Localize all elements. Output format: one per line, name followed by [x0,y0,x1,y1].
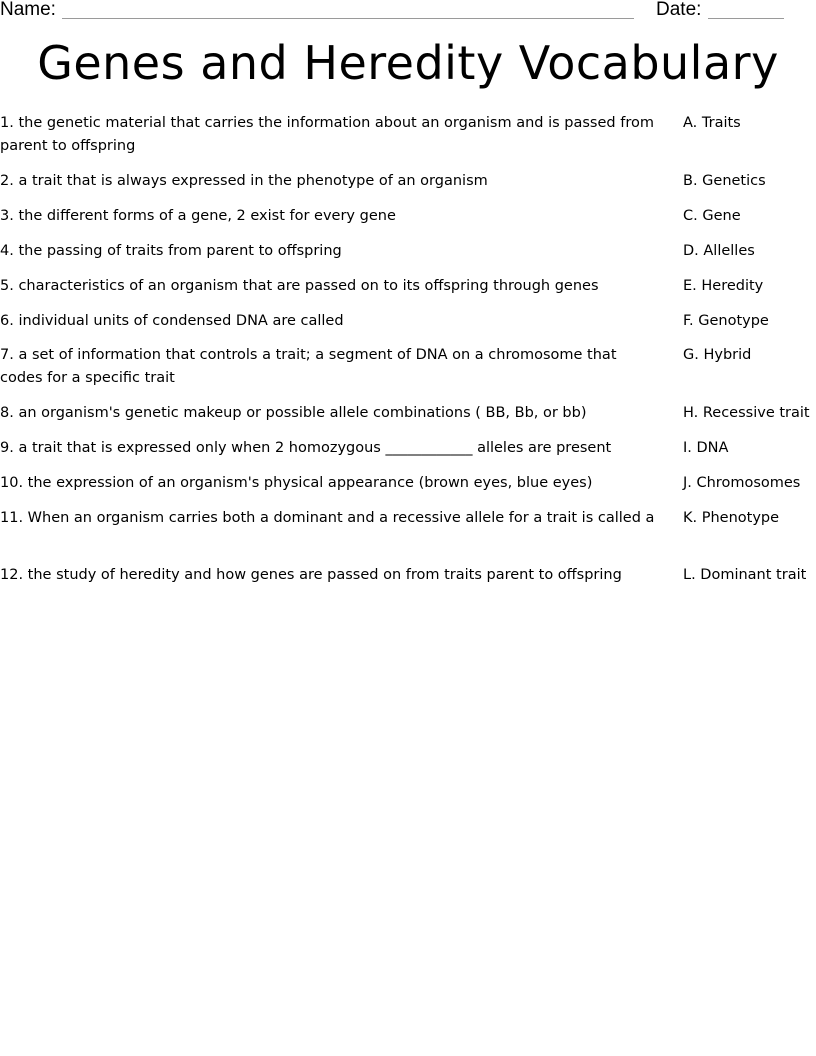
clue-text: 1. the genetic material that carries the information about an organism and is passed from parent to offspring [0,115,654,154]
page-title: Genes and Heredity Vocabulary [37,36,779,90]
name-label: Name: [0,0,56,20]
clue-text: 2. a trait that is always expressed in the phenotype of an organism [0,173,488,189]
clue-text: 11. When an organism carries both a dominant and a recessive allele for a trait is called a [0,510,655,526]
clue-text: 4. the passing of traits from parent to offspring [0,243,342,259]
answer-option: J. Chromosomes [683,475,801,491]
clue-text: 9. a trait that is expressed only when 2 homozygous ____________ alleles are present [0,440,612,456]
answer-option: D. Allelles [683,243,755,259]
clue-text: 12. the study of heredity and how genes are passed on from traits parent to offspring [0,567,622,583]
answer-option: E. Heredity [683,278,764,294]
answer-option: F. Genotype [683,313,769,329]
answer-option: B. Genetics [683,173,766,189]
date-label: Date: [656,0,702,20]
answer-option: H. Recessive trait [683,405,810,421]
clue-text: 3. the different forms of a gene, 2 exist for every gene [0,208,396,224]
clue-text: 5. characteristics of an organism that are passed on to its offspring through genes [0,278,599,294]
answer-option: A. Traits [683,115,741,131]
clue-text: 10. the expression of an organism's physical appearance (brown eyes, blue eyes) [0,475,593,491]
answer-option: I. DNA [683,440,729,456]
worksheet-header [0,0,816,24]
clue-text: 6. individual units of condensed DNA are called [0,313,344,329]
clue-text: 8. an organism's genetic makeup or possible allele combinations ( BB, Bb, or bb) [0,405,587,421]
date-blank-line [708,18,784,19]
clue-text: 7. a set of information that controls a trait; a segment of DNA on a chromosome that codes for a specific trait [0,347,617,386]
answer-option: G. Hybrid [683,347,752,363]
name-blank-line [62,18,634,19]
answer-option: C. Gene [683,208,741,224]
answer-option: K. Phenotype [683,510,780,526]
answer-option: L. Dominant trait [683,567,807,583]
